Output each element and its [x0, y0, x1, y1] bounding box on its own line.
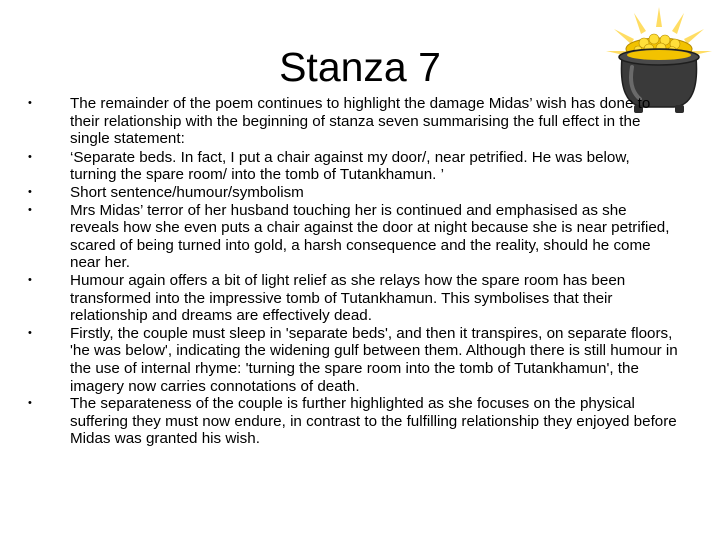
list-item [28, 202, 678, 272]
list-item [28, 325, 678, 395]
list-item [28, 395, 678, 448]
bullet-text: Short sentence/humour/symbolism [70, 183, 304, 201]
list-item [28, 95, 678, 148]
bullet-text: The separateness of the couple is further highlighted as she focuses on the physical suffering they must now endure, in contrast to the fulfilling relationship they enjoyed before Midas was granted his wish. [70, 395, 677, 448]
list-item [28, 272, 678, 325]
bullet-marker: • [28, 203, 32, 216]
bullet-marker: • [28, 150, 32, 163]
list-item [28, 149, 678, 184]
bullet-marker: • [28, 273, 32, 286]
list-item [28, 184, 678, 202]
bullet-marker: • [28, 397, 32, 410]
bullet-text: Firstly, the couple must sleep in 'separate beds', and then it transpires, on separate floors, 'he was below', indicating the widening gulf between them. Although there is still humour in the use of internal rhyme: 'turning the spare room into the tomb of Tutankhamun', the imagery now carries connotations of death. [70, 324, 678, 395]
bullet-text: ‘Separate beds. In fact, I put a chair against my door/, near petrified. He was below, turning the spare room/ into the tomb of Tutankhamun. ’ [70, 148, 630, 184]
bullet-marker: • [28, 97, 32, 109]
bullet-text: Mrs Midas’ terror of her husband touching her is continued and emphasised as she reveals how she even puts a chair against the door at night because she is near petrified, scared of being turned into gold, a harsh consequence and the reality, should he come near her. [70, 201, 670, 272]
bullet-text: Humour again offers a bit of light relief as she relays how the spare room has been transformed into the impressive tomb of Tutankhamun. This symbolises that their relationship and dreams are effectively dead. [70, 271, 626, 325]
bullet-marker: • [28, 326, 32, 339]
bullet-marker: • [28, 185, 32, 198]
page-title: Stanza 7 [279, 44, 441, 90]
bullet-text: The remainder of the poem continues to highlight the damage Midas’ wish has done to their relationship with the beginning of stanza seven summarising the full effect in the single statement: [70, 95, 651, 148]
bullet-list [28, 95, 678, 448]
